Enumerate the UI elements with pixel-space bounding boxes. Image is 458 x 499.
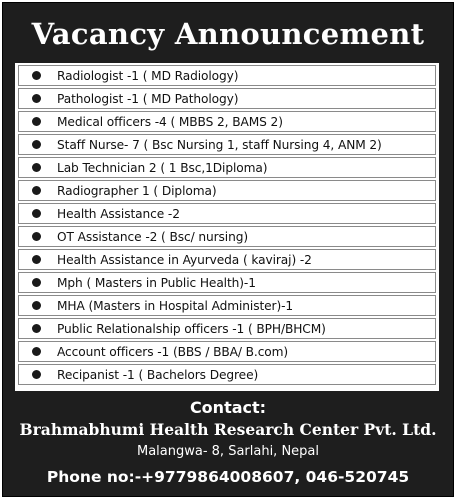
vacancy-text: Lab Technician 2 ( 1 Bsc,1Diploma) bbox=[57, 160, 268, 175]
list-item bbox=[18, 364, 436, 385]
company-name: Brahmabhumi Health Research Center Pvt. Ltd. bbox=[19, 420, 437, 439]
list-item bbox=[18, 111, 436, 132]
vacancy-text: Pathologist -1 ( MD Pathology) bbox=[57, 91, 239, 106]
phone-numbers: Phone no:-+9779864008607, 046-520745 bbox=[46, 468, 410, 486]
vacancy-text: Health Assistance -2 bbox=[57, 206, 180, 221]
vacancy-list-panel bbox=[15, 63, 439, 391]
vacancy-text: MHA (Masters in Hospital Administer)-1 bbox=[57, 298, 294, 313]
company-address: Malangwa- 8, Sarlahi, Nepal bbox=[136, 444, 320, 459]
list-item bbox=[18, 226, 436, 247]
bullet-icon bbox=[32, 209, 41, 218]
list-item bbox=[18, 341, 436, 362]
bullet-icon bbox=[32, 301, 41, 310]
bullet-icon bbox=[32, 324, 41, 333]
list-item bbox=[18, 134, 436, 155]
bullet-icon bbox=[32, 347, 41, 356]
bullet-icon bbox=[32, 94, 41, 103]
vacancy-text: Radiologist -1 ( MD Radiology) bbox=[57, 68, 239, 83]
bullet-icon bbox=[32, 163, 41, 172]
vacancy-text: Recipanist -1 ( Bachelors Degree) bbox=[57, 367, 259, 382]
vacancy-text: Radiographer 1 ( Diploma) bbox=[57, 183, 217, 198]
bullet-icon bbox=[32, 140, 41, 149]
bullet-icon bbox=[32, 232, 41, 241]
list-item bbox=[18, 88, 436, 109]
bullet-icon bbox=[32, 255, 41, 264]
vacancy-text: Health Assistance in Ayurveda ( kaviraj) -2 bbox=[57, 252, 312, 267]
page-title: Vacancy Announcement bbox=[31, 17, 425, 51]
list-item bbox=[18, 295, 436, 316]
vacancy-list bbox=[18, 65, 436, 385]
list-item bbox=[18, 203, 436, 224]
vacancy-text: Public Relationalship officers -1 ( BPH/BHCM) bbox=[57, 321, 326, 336]
list-item bbox=[18, 318, 436, 339]
contact-label: Contact: bbox=[189, 398, 267, 417]
list-item bbox=[18, 249, 436, 270]
bullet-icon bbox=[32, 186, 41, 195]
vacancy-text: Mph ( Masters in Public Health)-1 bbox=[57, 275, 256, 290]
list-item bbox=[18, 65, 436, 86]
list-item bbox=[18, 180, 436, 201]
vacancy-advertisement bbox=[2, 2, 454, 497]
bullet-icon bbox=[32, 278, 41, 287]
list-item bbox=[18, 272, 436, 293]
vacancy-text: Account officers -1 (BBS / BBA/ B.com) bbox=[57, 344, 289, 359]
bullet-icon bbox=[32, 71, 41, 80]
bullet-icon bbox=[32, 370, 41, 379]
vacancy-text: Medical officers -4 ( MBBS 2, BAMS 2) bbox=[57, 114, 283, 129]
vacancy-text: OT Assistance -2 ( Bsc/ nursing) bbox=[57, 229, 248, 244]
vacancy-text: Staff Nurse- 7 ( Bsc Nursing 1, staff Nursing 4, ANM 2) bbox=[57, 137, 382, 152]
bullet-icon bbox=[32, 117, 41, 126]
list-item bbox=[18, 157, 436, 178]
